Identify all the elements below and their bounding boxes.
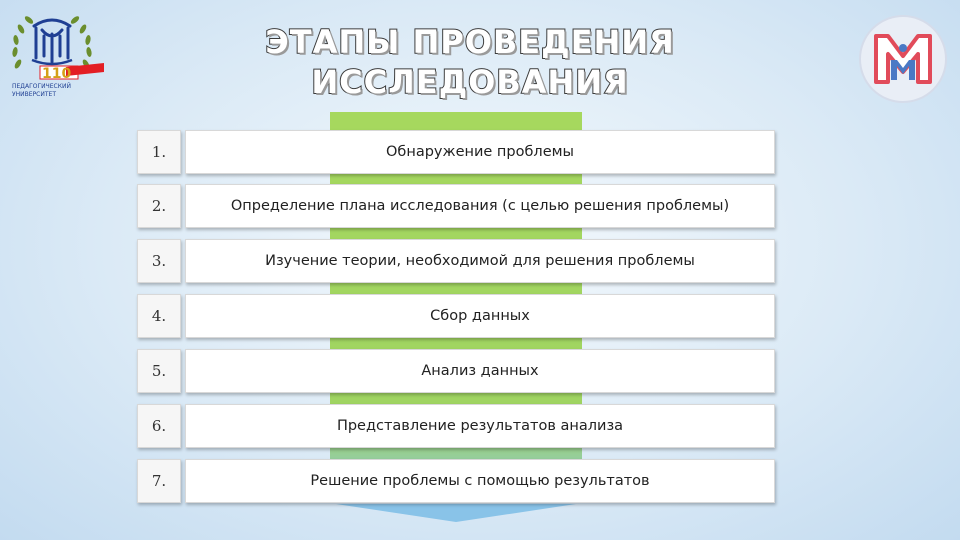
step-text-3: Изучение теории, необходимой для решения проблемы [185, 239, 775, 283]
step-number-1: 1. [137, 130, 181, 174]
logo-text-line1: ПЕДАГОГИЧЕСКИЙ [12, 83, 71, 90]
title-line-1: ЭТАПЫ ПРОВЕДЕНИЯ [265, 23, 675, 61]
step-number-7: 7. [137, 459, 181, 503]
step-number-3: 3. [137, 239, 181, 283]
step-text-4: Сбор данных [185, 294, 775, 338]
step-number-6: 6. [137, 404, 181, 448]
university-logo [6, 6, 110, 98]
step-text-2: Определение плана исследования (с целью решения проблемы) [185, 184, 775, 228]
logo-text-line2: УНИВЕРСИТЕТ [12, 91, 56, 98]
step-number-4: 4. [137, 294, 181, 338]
step-text-5: Анализ данных [185, 349, 775, 393]
step-text-7: Решение проблемы с помощью результатов [185, 459, 775, 503]
title-line-2: ИССЛЕДОВАНИЯ [311, 63, 629, 101]
step-number-5: 5. [137, 349, 181, 393]
m-logo [858, 14, 948, 104]
logo-number: 110 [42, 66, 72, 82]
step-text-1: Обнаружение проблемы [185, 130, 775, 174]
page-title [230, 22, 710, 102]
step-number-2: 2. [137, 184, 181, 228]
step-text-6: Представление результатов анализа [185, 404, 775, 448]
